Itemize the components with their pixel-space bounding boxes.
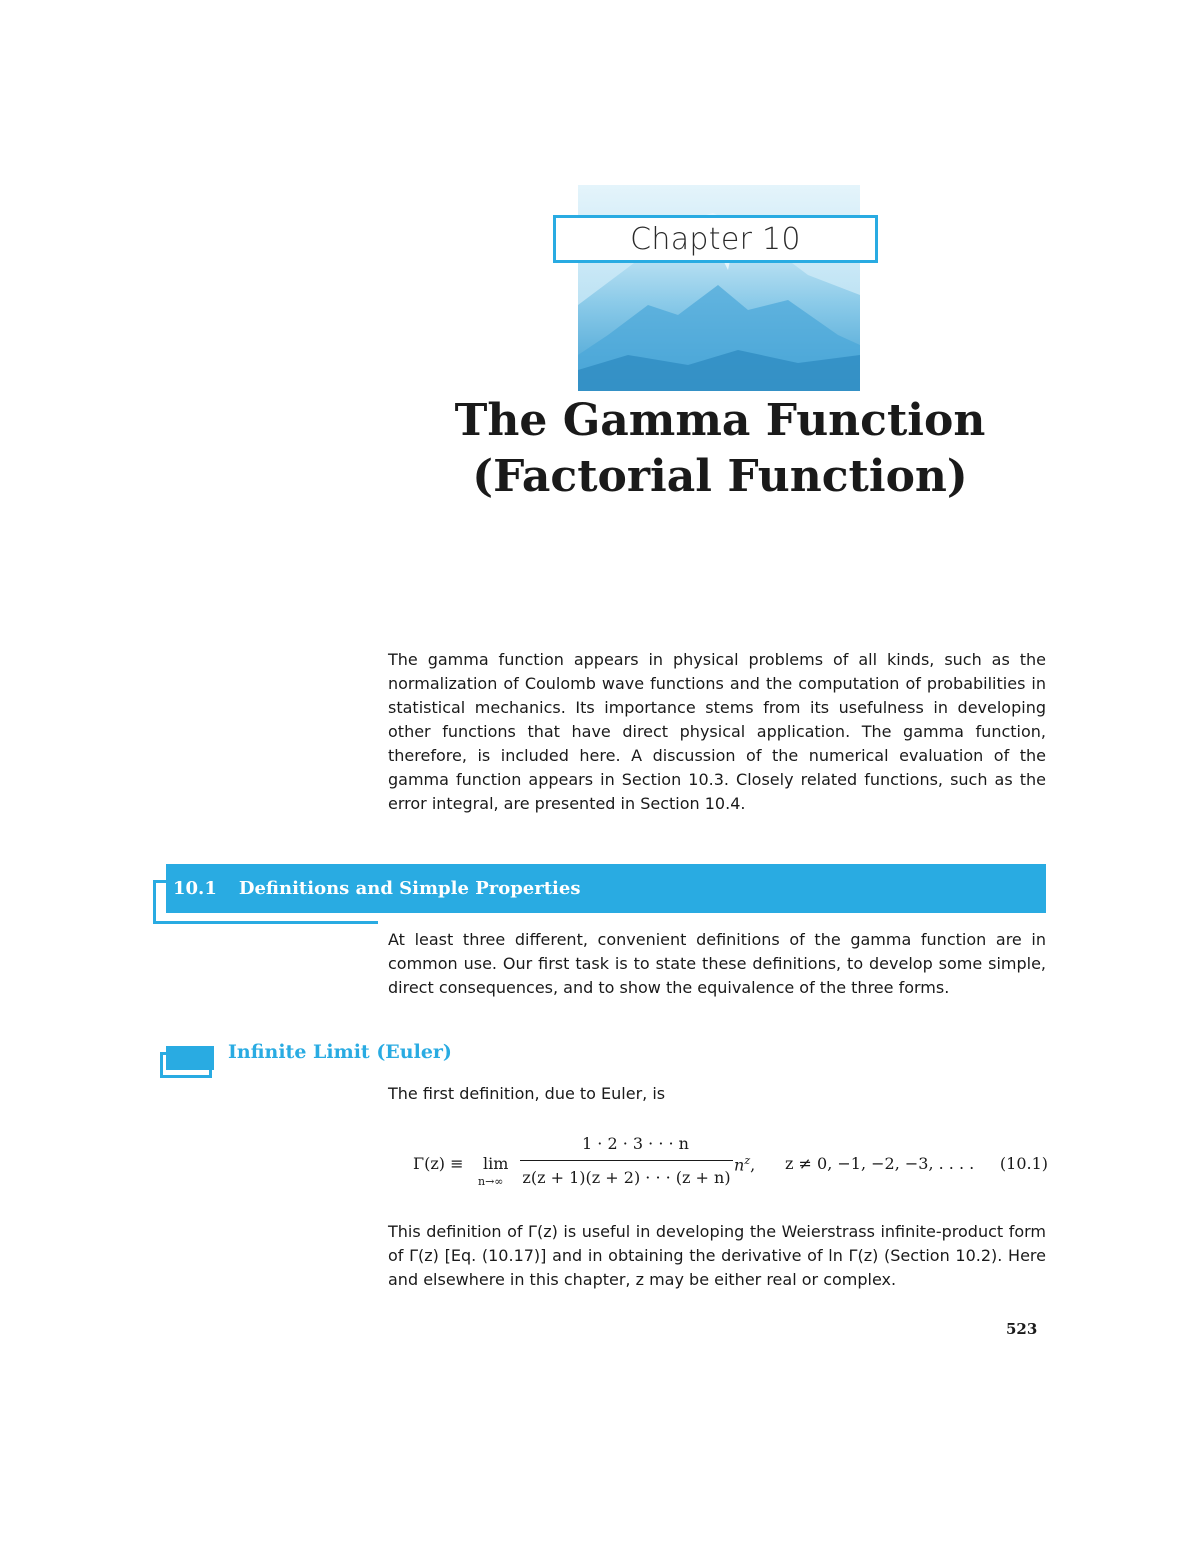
section-heading — [173, 864, 580, 913]
equation-fraction-bar — [520, 1160, 733, 1161]
page-number: 523 — [1006, 1320, 1038, 1338]
equation-lim-subscript: n→∞ — [478, 1175, 504, 1188]
equation-number: (10.1) — [999, 1154, 1048, 1173]
equation-tail-exponent: z — [744, 1154, 751, 1167]
section-paragraph: At least three different, convenient definitions of the gamma function are in common use. Our first task is to state these definitions, to develop some simple, direct consequences, and to show the equivalence of the three forms. — [388, 930, 1046, 997]
equation-lhs: Γ(z) ≡ — [413, 1154, 464, 1173]
equation-tail: $n^z$, — [734, 1154, 756, 1175]
intro-paragraph: The gamma function appears in physical problems of all kinds, such as the normalization of Coulomb wave functions and the computation of probabilities in statistical mechanics. Its importance stems from its usefulness in developing other functions that have direct physical application. The gamma function, therefore, is included here. A discussion of the numerical evaluation of the gamma function appears in Section 10.3. Closely related functions, such as the error integral, are presented in Section 10.4. — [388, 650, 1046, 813]
equation-10-1 — [388, 1130, 1048, 1200]
equation-denominator: z(z + 1)(z + 2) · · · (z + n) — [522, 1168, 731, 1187]
equation-lim: lim — [483, 1154, 509, 1173]
chapter-title-line-1: The Gamma Function — [454, 395, 986, 446]
chapter-label-box — [553, 215, 878, 263]
chapter-label: Chapter 10 — [630, 221, 801, 257]
equation-tail-base: n — [734, 1155, 745, 1175]
section-number: 10.1 — [173, 878, 217, 899]
equation-condition: z ≠ 0, −1, −2, −3, . . . . — [785, 1154, 975, 1173]
discussion-paragraph: This definition of Γ(z) is useful in developing the Weierstrass infinite-product form of Γ(z) [Eq. (10.17)] and in obtaining the derivative of ln Γ(z) (Section 10.2). Here and elsewhere in this chapter, z may be either real or complex. — [388, 1222, 1046, 1289]
equation-numerator: 1 · 2 · 3 · · · n — [582, 1134, 689, 1153]
chapter-title-line-2: (Factorial Function) — [472, 451, 968, 502]
subsection-heading: Infinite Limit (Euler) — [228, 1041, 452, 1063]
definition-intro: The first definition, due to Euler, is — [388, 1084, 666, 1103]
section-title: Definitions and Simple Properties — [238, 878, 581, 899]
subsection-marker — [166, 1046, 214, 1070]
chapter-title — [380, 393, 1060, 505]
